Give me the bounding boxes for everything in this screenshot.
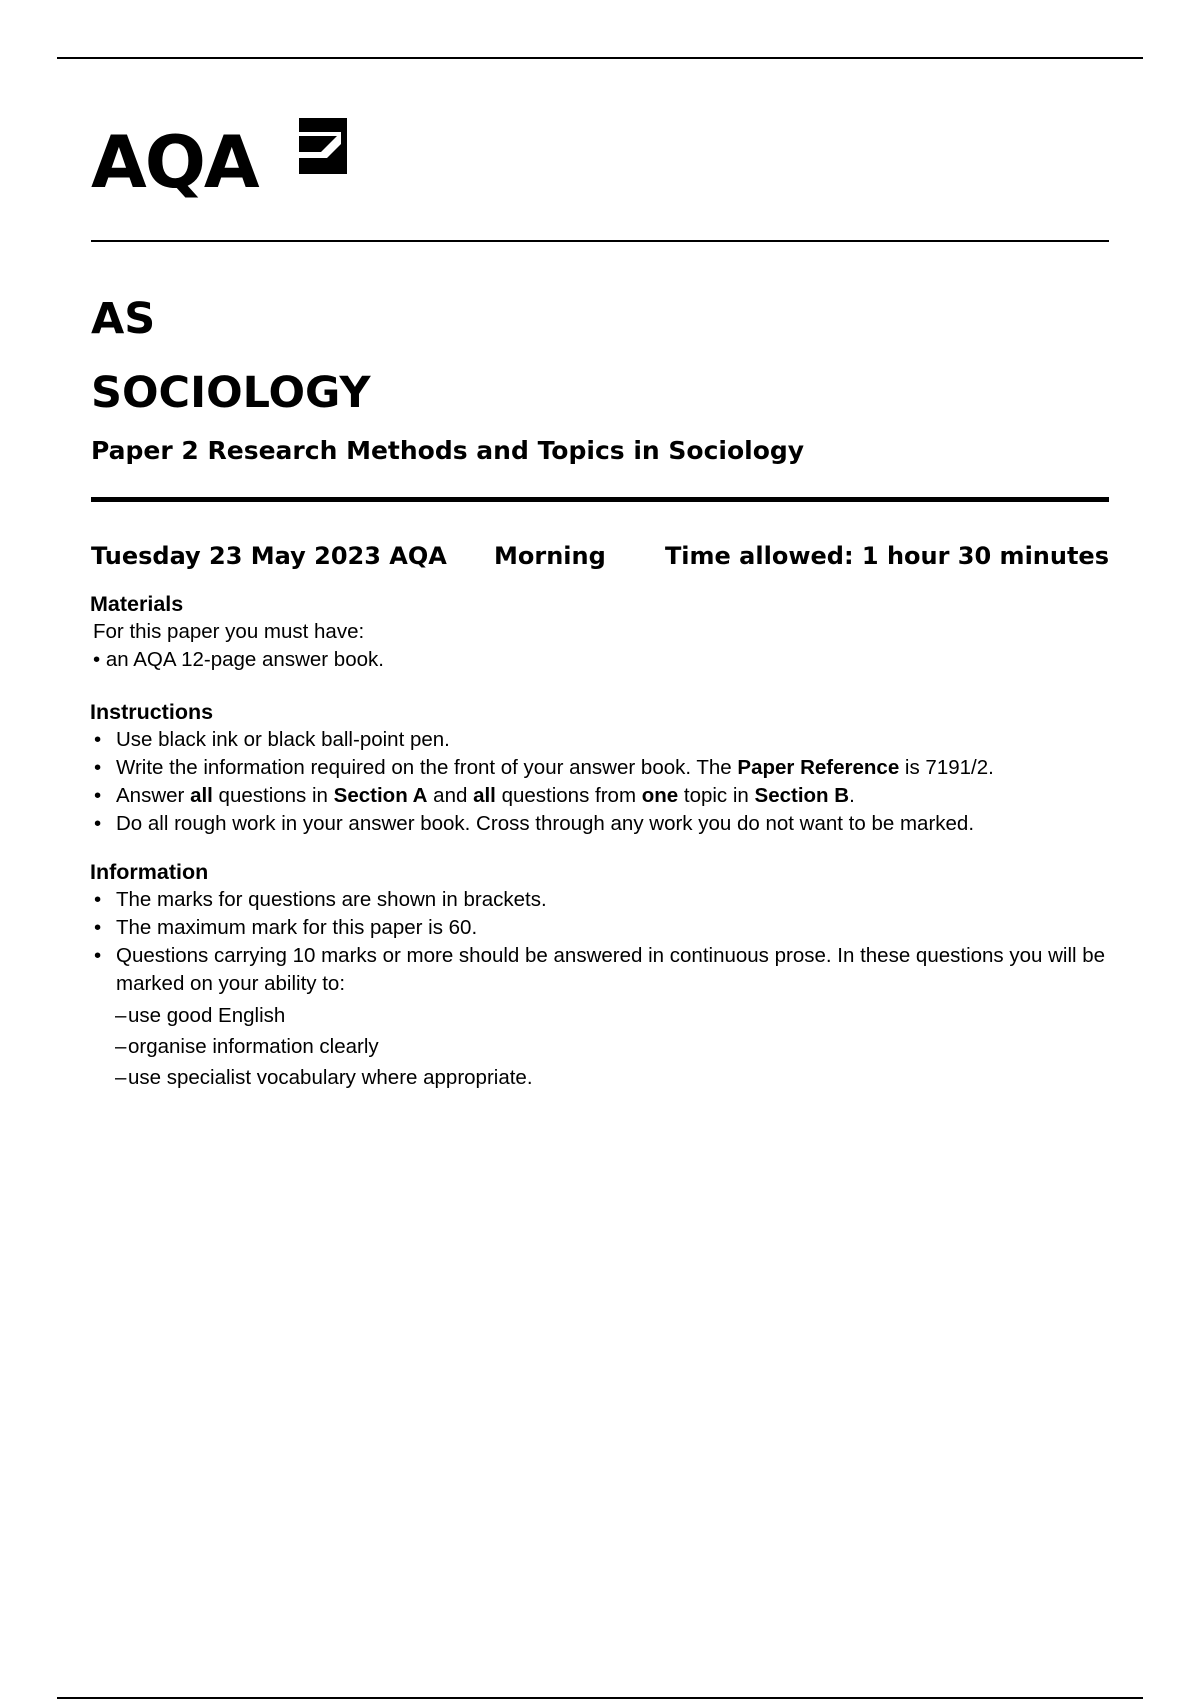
- aqa-logo-mark-icon: [297, 116, 347, 176]
- logo-divider: [91, 240, 1109, 242]
- instructions-heading: Instructions: [90, 700, 214, 724]
- subject-title: SOCIOLOGY: [91, 368, 371, 418]
- list-item: • Answer all questions in Section A and all questions from one topic in Section B.: [90, 782, 1120, 810]
- exam-session: Morning: [494, 542, 606, 570]
- materials-heading: Materials: [90, 592, 184, 616]
- materials-section: [90, 590, 1120, 674]
- list-item: • Use black ink or black ball-point pen.: [90, 726, 1120, 754]
- list-item: • Write the information required on the front of your answer book. The Paper Reference is 7191/2.: [90, 754, 1120, 782]
- list-item: • The maximum mark for this paper is 60.: [90, 914, 1120, 942]
- information-heading: Information: [90, 860, 209, 884]
- qualification-level: AS: [91, 294, 156, 344]
- title-divider: [91, 497, 1109, 502]
- list-item: • The marks for questions are shown in brackets.: [90, 886, 1120, 914]
- list-item: – use specialist vocabulary where appropriate.: [90, 1062, 1120, 1093]
- materials-intro: For this paper you must have:: [93, 620, 365, 643]
- list-item: • Do all rough work in your answer book. Cross through any work you do not want to be marked.: [90, 810, 1120, 838]
- aqa-logo-text: AQA: [91, 120, 258, 204]
- list-item: – use good English: [90, 1000, 1120, 1031]
- paper-title: Paper 2 Research Methods and Topics in Sociology: [91, 436, 805, 465]
- aqa-logo: [91, 112, 361, 212]
- information-section: [90, 858, 1120, 1093]
- exam-date: Tuesday 23 May 2023 AQA: [91, 542, 447, 570]
- bottom-rule: [57, 1697, 1143, 1699]
- materials-item: • an AQA 12-page answer book.: [93, 648, 384, 671]
- top-rule: [57, 57, 1143, 59]
- list-item: – organise information clearly: [90, 1031, 1120, 1062]
- time-allowed: Time allowed: 1 hour 30 minutes: [664, 542, 1109, 570]
- instructions-section: [90, 698, 1120, 838]
- list-item: • Questions carrying 10 marks or more should be answered in continuous prose. In these questions you will be marked on your ability to:: [90, 942, 1120, 998]
